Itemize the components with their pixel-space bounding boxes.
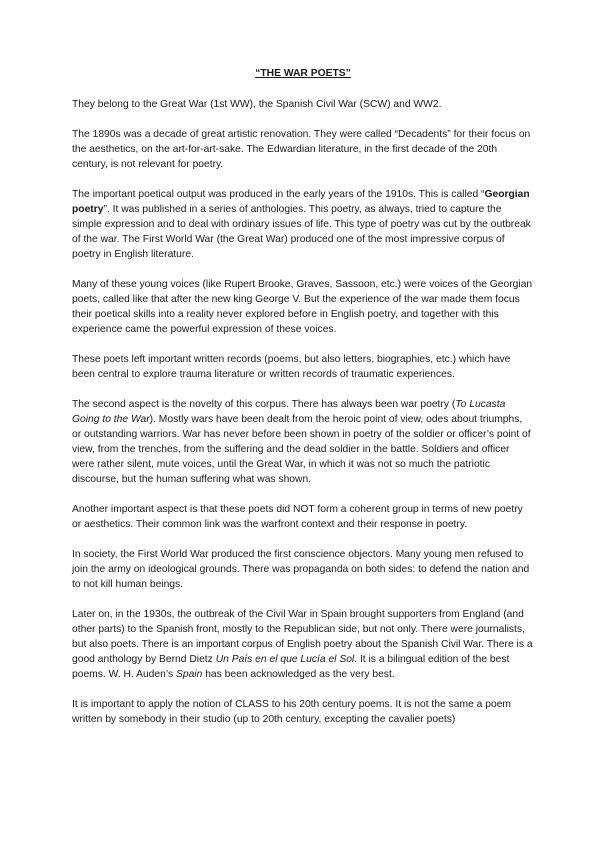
paragraph-10: It is important to apply the notion of CLASS to his 20th century poems. It is not the same a poem written by somebody in their studio (up to 20th century, excepting the cavalier poets) (72, 699, 511, 725)
georgian-poetry-term: Georgian poetry (72, 189, 530, 215)
paragraph-8: In society, the First World War produced the first conscience objectors. Many young men refused to join the army on ideological grounds. There was propaganda on both sides: to defend the nation and to not kill human beings. (72, 549, 530, 590)
paragraph-7: Another important aspect is that these poets did NOT form a coherent group in terms of new poetry or aesthetics. Their common link was the warfront context and their response in poetry. (72, 504, 523, 530)
paragraph-5: These poets left important written records (poems, but also letters, biographies, etc.) which have been central to explore trauma literature or written records of traumatic experiences. (72, 354, 511, 380)
document-page (72, 66, 534, 742)
paragraph-6-text-c: ). Mostly wars have been dealt from the heroic point of view, odes about triumphs, or outstanding warriors. War has never before been shown in poetry of the soldier or officer’s point of view, from the trenches, from the suffering and the dead soldier in the battle. Soldiers and officer were rather silent, mute voices, until the Great War, in which it was not so much the patriotic discourse, but the human suffering what was shown. (72, 414, 531, 485)
paragraph-9 (72, 607, 534, 682)
paragraph-4: Many of these young voices (like Rupert Brooke, Graves, Sassoon, etc.) were voices of the Georgian poets, called like that after the new king George V. But the experience of the war made them focus their poetical skills into a reality never explored before in English poetry, and together with this experience came the powerful expression of these voices. (72, 279, 533, 335)
paragraph-3-text-a: The important poetical output was produced in the early years of the 1910s. This is called “ (72, 189, 485, 200)
paragraph-6 (72, 397, 534, 487)
paragraph-3 (72, 187, 534, 262)
lucasta-poem-title: To Lucasta Going to the War (72, 399, 506, 425)
paragraph-1: They belong to the Great War (1st WW), the Spanish Civil War (SCW) and WW2. (72, 99, 442, 110)
document-title: “THE WAR POETS” (255, 68, 351, 79)
paragraph-9-text-a: Later on, in the 1930s, the outbreak of the Civil War in Spain brought supporters from England (and other parts) to the Spanish front, mostly to the Republican side, but not only. There were journalists, but also poets. There is an important corpus of English poetry about the Spanish Civil War. There is a good anthology by Bernd Dietz (72, 609, 533, 665)
paragraph-9-text-e: has been acknowledged as the very best. (202, 669, 395, 680)
paragraph-3-text-c: ”. It was published in a series of anthologies. This poetry, as always, tried to capture the simple expression and to deal with ordinary issues of life. This type of poetry was cut by the outbreak of the war. The First World War (the Great War) produced one of the most impressive corpus of poetry in English literature. (72, 204, 531, 260)
anthology-title: Un País en el que Lucía el Sol (215, 654, 355, 665)
paragraph-9-text-c: . It is a bilingual edition of the best poems. W. H. Auden’s (72, 654, 510, 680)
paragraph-2: The 1890s was a decade of great artistic renovation. They were called “Decadents” for their focus on the aesthetics, on the art-for-art-sake. The Edwardian literature, in the first decade of the 20th century, is not relevant for poetry. (72, 129, 531, 170)
paragraph-6-text-a: The second aspect is the novelty of this corpus. There has always been war poetry ( (72, 399, 456, 410)
spain-poem-title: Spain (175, 669, 203, 680)
